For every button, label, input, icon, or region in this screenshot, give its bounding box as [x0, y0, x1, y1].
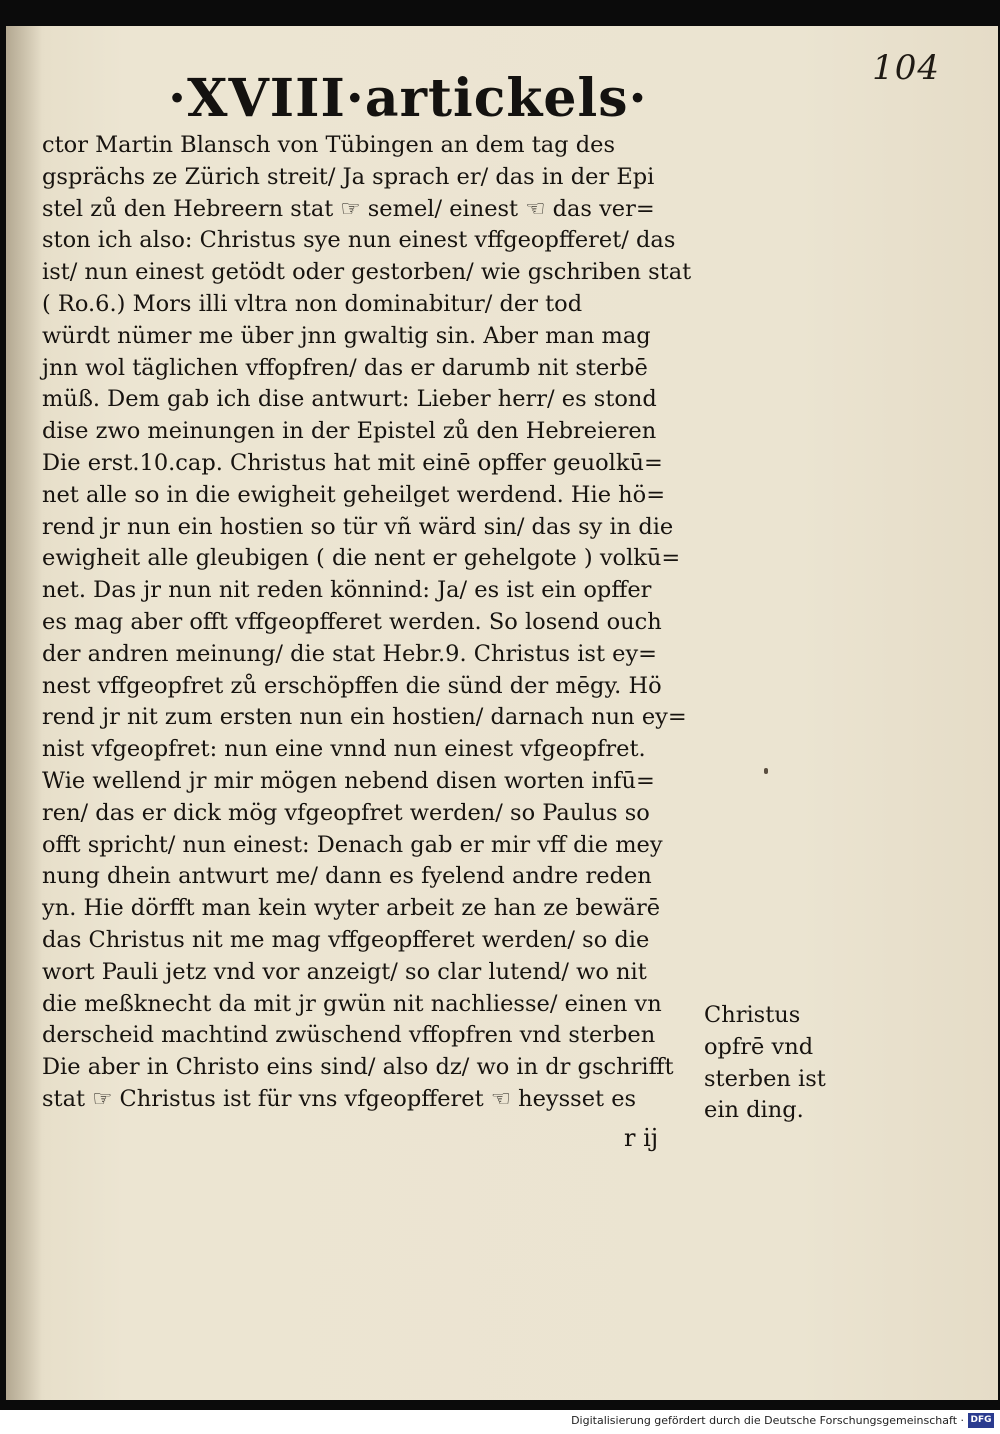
text-line: Die aber in Christo eins sind/ also dz/ wo in dr gschrifft — [42, 1054, 674, 1081]
text-line: rend jr nun ein hostien so tür vñ wärd sin/ das sy in die — [42, 513, 674, 540]
text-line: es mag aber offt vffgeopfferet werden. So losend ouch — [42, 608, 662, 635]
text-line: Die erst.10.cap. Christus hat mit einē opffer geuolkū= — [42, 449, 663, 476]
footer-bar — [0, 1410, 1000, 1434]
main-text-block — [42, 130, 702, 1116]
text-line: offt spricht/ nun einest: Denach gab er mir vff die mey — [42, 831, 663, 858]
text-line: nist vfgeopfret: nun eine vnnd nun einest vfgeopfret. — [42, 736, 646, 763]
footer-credit: Digitalisierung gefördert durch die Deutsche Forschungsgemeinschaft · — [571, 1414, 964, 1427]
text-line: stat ☞ Christus ist für vns vfgeopfferet ☜ heysset es — [42, 1085, 637, 1112]
text-line: net alle so in die ewigheit geheilget werdend. Hie hö= — [42, 481, 666, 508]
text-line: würdt nümer me über jnn gwaltig sin. Aber man mag — [42, 322, 651, 349]
margin-line: sterben ist — [704, 1065, 826, 1092]
margin-line: opfrē vnd — [704, 1033, 814, 1060]
dfg-logo: DFG — [968, 1413, 994, 1428]
text-line: ctor Martin Blansch von Tübingen an dem tag des — [42, 132, 616, 158]
text-line: der andren meinung/ die stat Hebr.9. Christus ist ey= — [42, 640, 658, 667]
gutter-shadow — [6, 26, 42, 1400]
text-line: ewigheit alle gleubigen ( die nent er gehelgote ) volkū= — [42, 545, 681, 572]
text-line: nung dhein antwurt me/ dann es fyelend andre reden — [42, 863, 652, 890]
text-line: wort Pauli jetz vnd vor anzeigt/ so clar lutend/ wo nit — [42, 958, 647, 985]
text-line: rend jr nit zum ersten nun ein hostien/ darnach nun ey= — [42, 704, 687, 731]
text-line: ist/ nun einest getödt oder gestorben/ wie gschriben stat — [42, 259, 692, 286]
text-line: dise zwo meinungen in der Epistel zů den Hebreieren — [42, 418, 657, 445]
text-line: derscheid machtind zwüschend vffopfren vnd sterben — [42, 1022, 656, 1049]
margin-line: ein ding. — [704, 1097, 804, 1124]
text-line: gsprächs ze Zürich streit/ Ja sprach er/ das in der Epi — [42, 163, 655, 190]
text-line: yn. Hie dörfft man kein wyter arbeit ze han ze bewärē — [42, 895, 661, 922]
text-line: ( Ro.6.) Mors illi vltra non dominabitur/ der tod — [42, 290, 583, 317]
margin-line: Christus — [704, 1002, 801, 1028]
text-line: müß. Dem gab ich dise antwurt: Lieber herr/ es stond — [42, 386, 657, 413]
text-line: ston ich also: Christus sye nun einest vffgeopfferet/ das — [42, 227, 676, 254]
text-line: Wie wellend jr mir mögen nebend disen worten infū= — [42, 767, 655, 794]
folio-number: 104 — [872, 48, 940, 88]
text-line: das Christus nit me mag vffgeopfferet werden/ so die — [42, 926, 650, 953]
text-line: ren/ das er dick mög vfgeopfret werden/ so Paulus so — [42, 799, 650, 826]
running-head: ·XVIII·artickels· — [168, 68, 648, 129]
margin-text-block — [704, 1000, 844, 1127]
text-line: jnn wol täglichen vffopfren/ das er darumb nit sterbē — [42, 354, 648, 381]
signature-mark: r ij — [624, 1124, 659, 1152]
text-line: stel zů den Hebreern stat ☞ semel/ einest ☜ das ver= — [42, 195, 655, 222]
text-line: net. Das jr nun nit reden könnind: Ja/ es ist ein opffer — [42, 577, 652, 604]
text-line: nest vffgeopfret zů erschöpffen die sünd der mēgy. Hö — [42, 672, 662, 699]
text-line: die meßknecht da mit jr gwün nit nachliesse/ einen vn — [42, 990, 662, 1017]
ink-speck — [764, 768, 768, 774]
